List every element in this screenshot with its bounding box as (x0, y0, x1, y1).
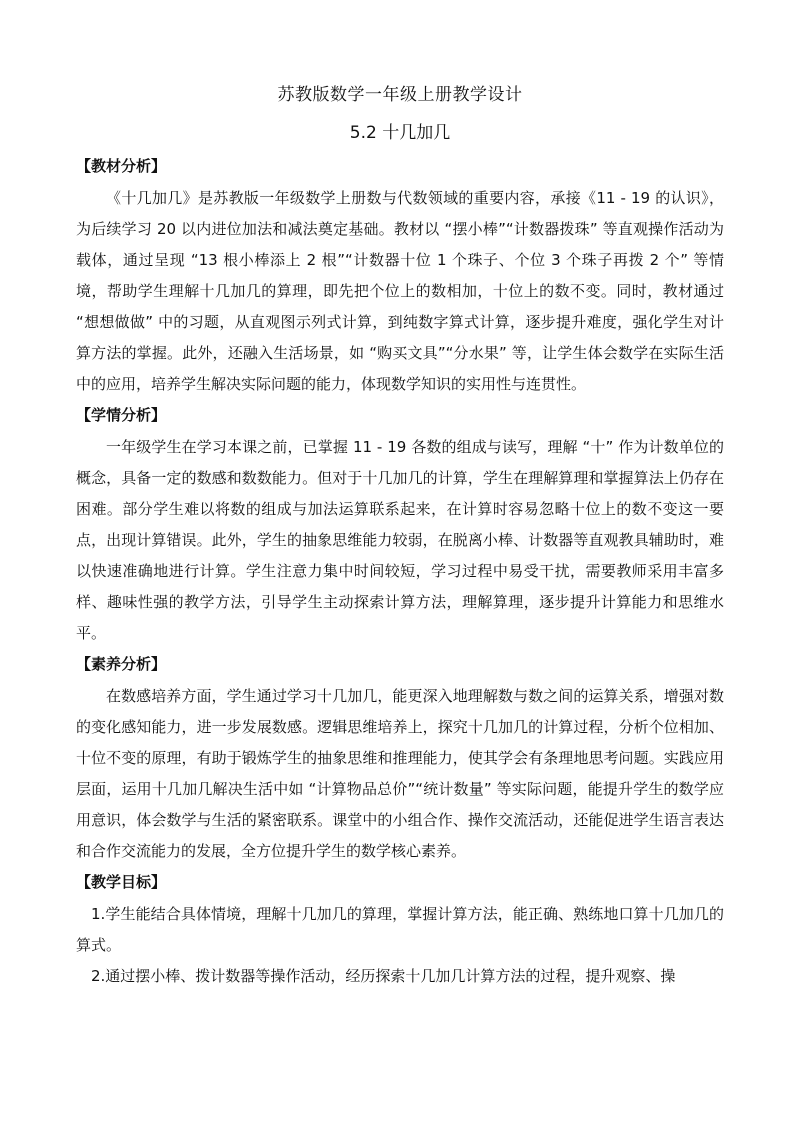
section-teaching-goals (76, 867, 724, 992)
section-heading: 【教学目标】 (76, 873, 167, 891)
section-student-analysis (76, 400, 724, 649)
section-heading: 【教材分析】 (76, 157, 167, 175)
body-paragraph: 一年级学生在学习本课之前，已掌握 11 - 19 各数的组成与读写，理解 “十” 作为计数单位的概念，具备一定的数感和数数能力。但对于十几加几的计算，学生在理解算理和掌握算法上仍存在困难。部分学生难以将数的组成与加法运算联系起来，在计算时容易忽略十位上的数不变这一要点，出现计算错误。此外，学生的抽象思维能力较弱，在脱离小棒、计数器等直观教具辅助时，难以快速准确地进行计算。学生注意力集中时间较短，学习过程中易受干扰，需要教师采用丰富多样、趣味性强的教学方法，引导学生主动探索计算方法，理解算理，逐步提升计算能力和思维水平。 (76, 438, 724, 642)
section-literacy-analysis (76, 649, 724, 867)
goal-item: 2.通过摆小棒、拨计数器等操作活动，经历探索十几加几计算方法的过程，提升观察、操 (91, 967, 676, 985)
goal-item: 1.学生能结合具体情境，理解十几加几的算理，掌握计算方法，能正确、熟练地口算十几加几的算式。 (76, 905, 724, 954)
section-heading: 【素养分析】 (76, 655, 167, 673)
section-heading: 【学情分析】 (76, 406, 167, 424)
body-paragraph: 在数感培养方面，学生通过学习十几加几，能更深入地理解数与数之间的运算关系，增强对数的变化感知能力，进一步发展数感。逻辑思维培养上，探究十几加几的计算过程，分析个位相加、十位不变的原理，有助于锻炼学生的抽象思维和推理能力，使其学会有条理地思考问题。实践应用层面，运用十几加几解决生活中如 “计算物品总价”“统计数量” 等实际问题，能提升学生的数学应用意识，体会数学与生活的紧密联系。课堂中的小组合作、操作交流活动，还能促进学生语言表达和合作交流能力的发展，全方位提升学生的数学核心素养。 (76, 687, 724, 860)
body-paragraph: 《十几加几》是苏教版一年级数学上册数与代数领域的重要内容，承接《11 - 19 的认识》，为后续学习 20 以内进位加法和减法奠定基础。教材以 “摆小棒”“计数器拨珠” 等直观操作活动为载体，通过呈现 “13 根小棒添上 2 根”“计数器十位 1 个珠子、个位 3 个珠子再拨 2 个” 等情境，帮助学生理解十几加几的算理，即先把个位上的数相加，十位上的数不变。同时，教材通过 “想想做做” 中的习题，从直观图示列式计算，到纯数字算式计算，逐步提升难度，强化学生对计算方法的掌握。此外，还融入生活场景，如 “购买文具”“分水果” 等，让学生体会数学在实际生活中的应用，培养学生解决实际问题的能力，体现数学知识的实用性与连贯性。 (76, 189, 724, 393)
section-textbook-analysis (76, 151, 724, 400)
document-title: 苏教版数学一年级上册教学设计 (277, 85, 523, 105)
lesson-subtitle: 5.2 十几加几 (349, 123, 451, 143)
